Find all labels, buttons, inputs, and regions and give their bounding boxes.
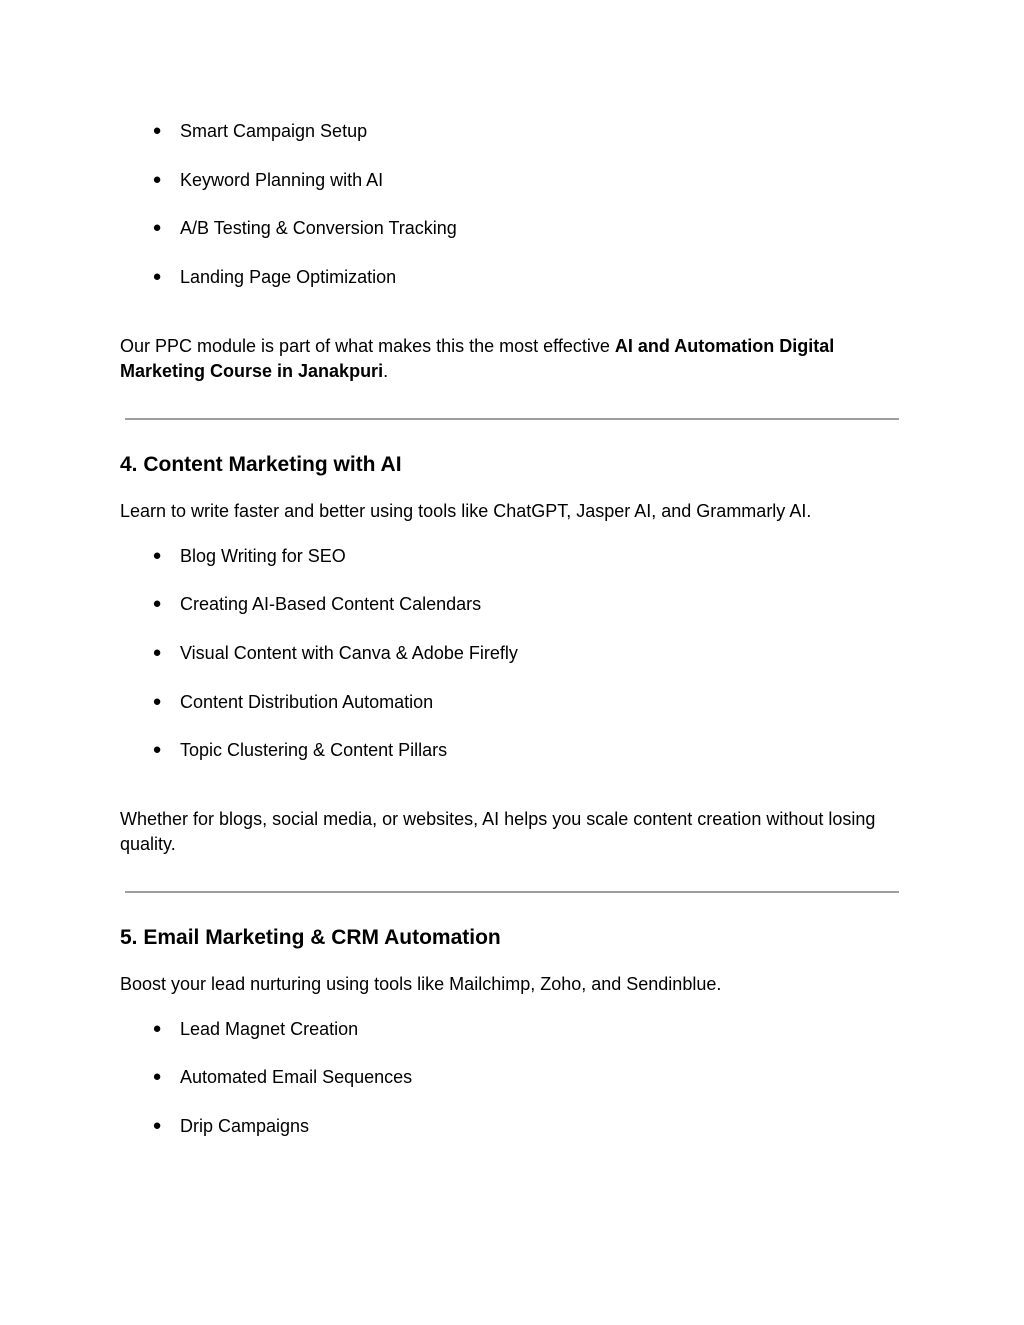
list-item-text: Keyword Planning with AI: [180, 170, 384, 190]
list-item-text: Creating AI-Based Content Calendars: [180, 594, 482, 614]
section-heading: 4. Content Marketing with AI: [120, 453, 402, 476]
section-intro: Boost your lead nurturing using tools like Mailchimp, Zoho, and Sendinblue.: [120, 974, 722, 994]
list-item-text: Automated Email Sequences: [180, 1067, 413, 1087]
horizontal-divider: [125, 891, 899, 893]
ppc-paragraph-lead: Our PPC module is part of what makes this the most effective: [120, 336, 615, 356]
bullet-icon: ●: [152, 268, 162, 285]
bullet-icon: ●: [152, 693, 162, 710]
list-item-text: Topic Clustering & Content Pillars: [180, 740, 448, 760]
list-item-text: Smart Campaign Setup: [180, 121, 368, 141]
bullet-icon: ●: [152, 122, 162, 139]
ppc-paragraph-bold: AI and Automation Digital Marketing Course in Janakpuri: [120, 336, 835, 381]
bullet-icon: ●: [152, 171, 162, 188]
bullet-icon: ●: [152, 547, 162, 564]
bullet-icon: ●: [152, 1117, 162, 1134]
list-item-text: Lead Magnet Creation: [180, 1019, 359, 1039]
section-intro: Learn to write faster and better using tools like ChatGPT, Jasper AI, and Grammarly AI.: [120, 501, 812, 521]
bullet-icon: ●: [152, 219, 162, 236]
bullet-icon: ●: [152, 1020, 162, 1037]
horizontal-divider: [125, 418, 899, 420]
bullet-icon: ●: [152, 741, 162, 758]
list-item-text: Content Distribution Automation: [180, 692, 434, 712]
bullet-icon: ●: [152, 1068, 162, 1085]
bullet-icon: ●: [152, 644, 162, 661]
list-item-text: Drip Campaigns: [180, 1116, 310, 1136]
section-closing: Whether for blogs, social media, or websites, AI helps you scale content creation without losing quality.: [120, 809, 876, 854]
list-item-text: A/B Testing & Conversion Tracking: [180, 218, 457, 238]
ppc-paragraph: [120, 334, 910, 383]
list-item-text: Landing Page Optimization: [180, 267, 397, 287]
list-item-text: Blog Writing for SEO: [180, 546, 346, 566]
ppc-paragraph-tail: .: [383, 360, 389, 381]
section-heading: 5. Email Marketing & CRM Automation: [120, 926, 501, 949]
list-item-text: Visual Content with Canva & Adobe Firefly: [180, 643, 518, 663]
bullet-icon: ●: [152, 595, 162, 612]
